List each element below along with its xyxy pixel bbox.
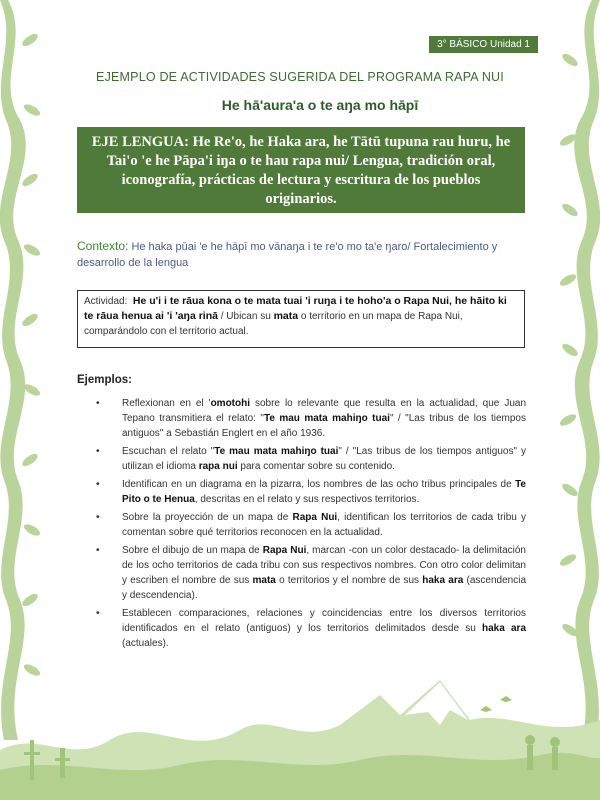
list-item: • Identifican en un diagrama en la pizarra, los nombres de las ocho tribus principales de Te Pito o te Henua, descritas en el relato y sus respectivos territorios. bbox=[96, 479, 526, 505]
list-item: • Sobre el dibujo de un mapa de Rapa Nui, marcan -con un color destacado- la delimitación de los ocho territorios de cada tribu con sus respectivos nombres. Con otro color delimitan y escriben el nombre de sus mata o territorios y el nombre de sus haka ara (ascendencia y descendencia). bbox=[96, 545, 527, 601]
grade-unit-badge: 3° BÁSICO Unidad 1 bbox=[429, 36, 538, 53]
ejemplos-list bbox=[94, 396, 526, 654]
actividad-box bbox=[77, 290, 525, 348]
actividad-text-b: o territorio en un mapa de Rapa Nui, comparándolo con el territorio actual. bbox=[84, 311, 463, 337]
actividad-label: Actividad: bbox=[84, 296, 128, 307]
bullet-icon: • bbox=[96, 446, 100, 457]
eje-lengua-banner bbox=[77, 127, 525, 213]
contexto-section bbox=[77, 238, 527, 271]
contexto-label: Contexto: bbox=[77, 239, 129, 253]
actividad-text-a: / Ubican su bbox=[217, 311, 274, 322]
list-item: • Establecen comparaciones, relaciones y coincidencias entre los diversos territorios identificados en el relato (antiguos) y los territorios delimitados desde su haka ara (actuales). bbox=[96, 608, 527, 649]
bullet-icon: • bbox=[96, 545, 100, 556]
page-subtitle: He hā'aura'a o te aŋa mo hāpī bbox=[221, 97, 419, 113]
actividad-mata: mata bbox=[273, 310, 299, 322]
eje-text: EJE LENGUA: He Re'o, he Haka ara, he Tātū tupuna rau huru, he Tai'o 'e he Pāpa'i iŋa o te hau rapa nui/ Lengua, tradición oral, iconografía, prácticas de lectura y escritura de los pueblos originarios. bbox=[91, 134, 511, 207]
bullet-icon: • bbox=[96, 479, 100, 490]
actividad-rapanui-text: He u'i i te rāua kona o te mata tuai 'i ruŋa i te hoho'a o Rapa Nui, he hāito ki te rāua henua ai 'i 'aŋa rinā bbox=[84, 295, 507, 322]
bullet-icon: • bbox=[96, 512, 100, 523]
footer-landscape-illustration bbox=[0, 670, 600, 800]
list-item: • Sobre la proyección de un mapa de Rapa Nui, identifican los territorios de cada tribu y comentan sobre qué territorios reconocen en la actualidad. bbox=[96, 512, 526, 538]
list-item: • Reflexionan en el 'omotohi sobre lo relevante que resulta en la actualidad, que Juan Tepano transmitiera el relato: "Te mau mata mahiŋo tuai" / "Las tribus de los tiempos antiguos" a Sebastián Englert en el año 1936. bbox=[96, 398, 527, 439]
bullet-icon: • bbox=[96, 608, 100, 619]
page-title: EJEMPLO DE ACTIVIDADES SUGERIDA DEL PROGRAMA RAPA NUI bbox=[96, 70, 504, 84]
contexto-text: He haka pūai 'e he hāpī mo vānaŋa i te re'o mo ta'e ŋaro/ Fortalecimiento y desarrollo de la lengua bbox=[77, 241, 498, 269]
ejemplos-heading: Ejemplos: bbox=[77, 374, 132, 386]
list-item: • Escuchan el relato "Te mau mata mahiŋo tuai" / "Las tribus de los tiempos antiguos" y utilizan el idioma rapa nui para comentar sobre su contenido. bbox=[96, 446, 526, 472]
bullet-icon: • bbox=[96, 398, 100, 409]
